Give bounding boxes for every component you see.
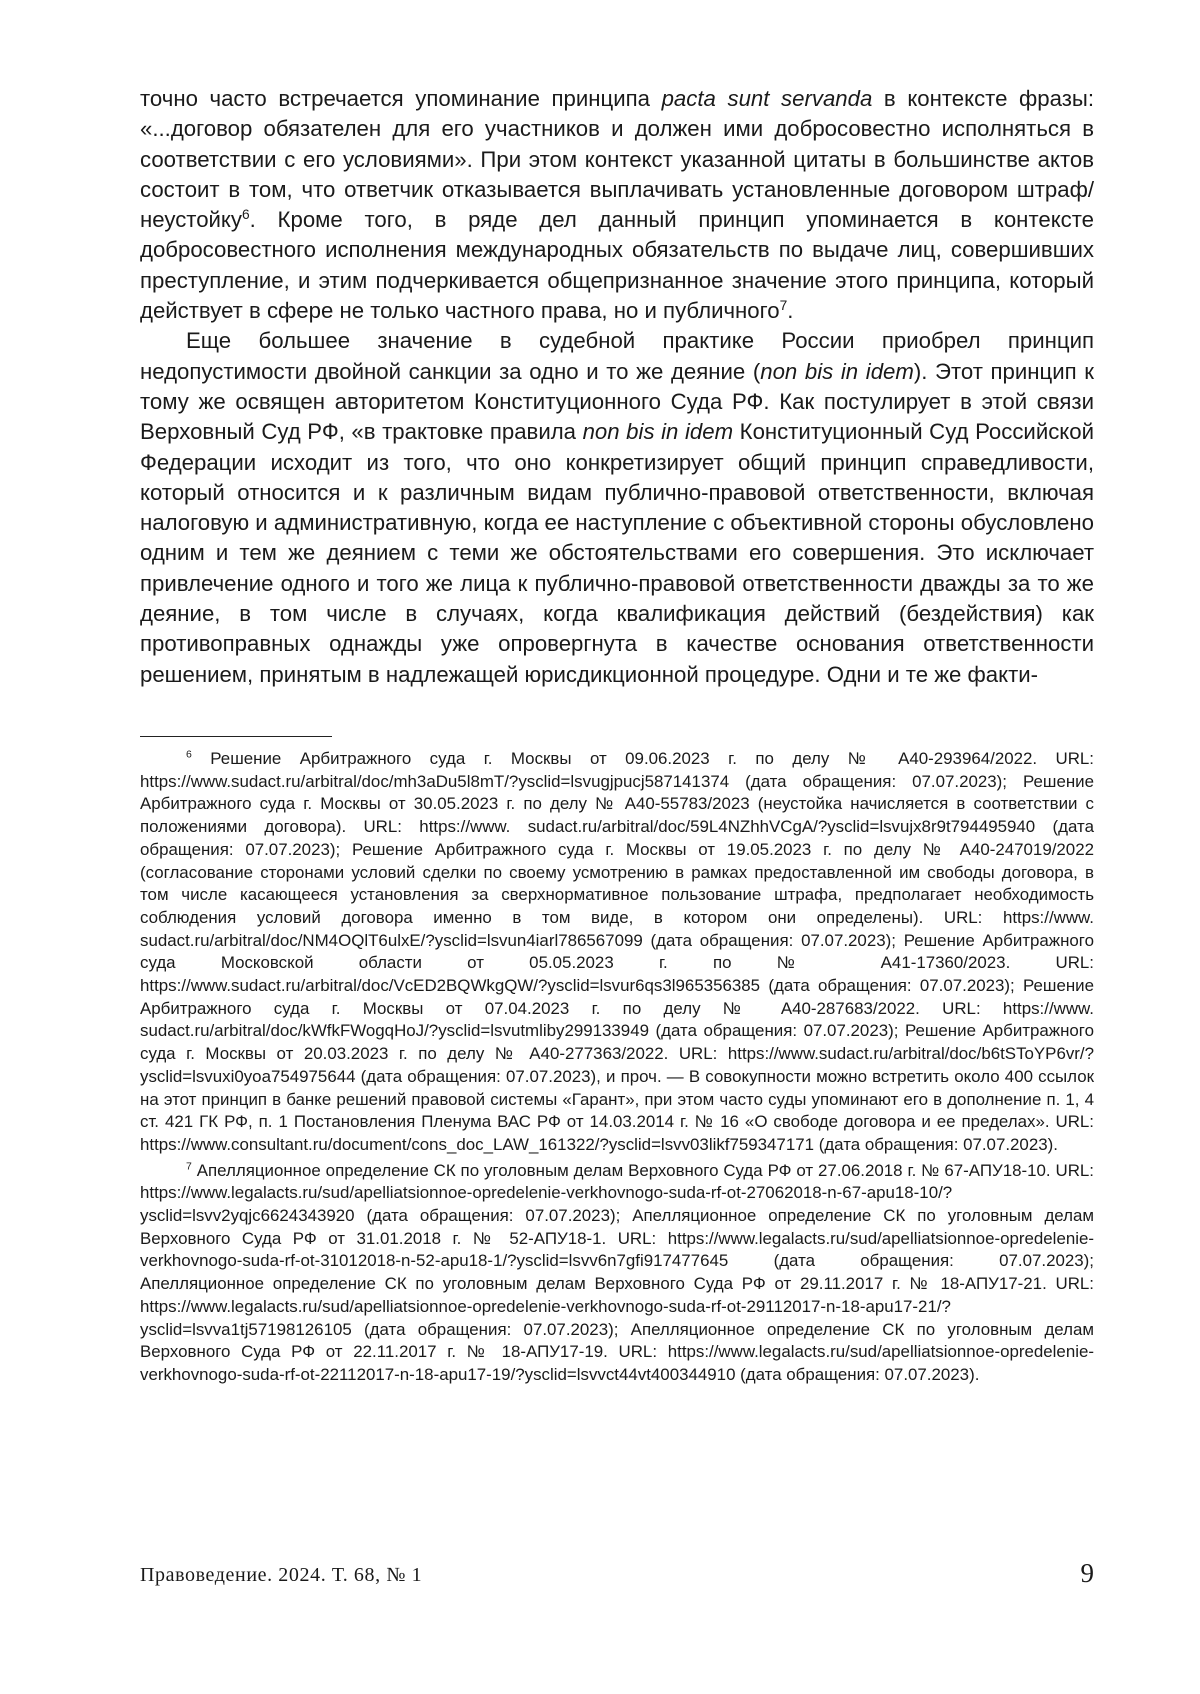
paragraph-1 bbox=[140, 84, 1094, 326]
footnote-ref-6[interactable]: 6 bbox=[241, 206, 250, 222]
paragraph-2 bbox=[140, 326, 1094, 690]
footnote-number: 6 bbox=[186, 749, 192, 761]
journal-citation: Правоведение. 2024. Т. 68, № 1 bbox=[140, 1564, 423, 1586]
paragraph-1-text: . Кроме того, в ряде дел данный принцип упоминается в контексте добросовестного исполнения международных обязательств по выдаче лиц, совершивших преступление, и этим подчеркивается общепризнанное значение этого принципа, который действует в сфере не только частного права, но и публичного bbox=[140, 207, 1094, 324]
paragraph-2-text: Еще большее значение в судебной практике России приобрел принцип недопустимости двойной санкции за одно и то же деяние ( bbox=[140, 328, 1094, 384]
footnote-ref-7[interactable]: 7 bbox=[779, 297, 788, 313]
footnote-separator bbox=[140, 736, 332, 737]
latin-term: pacta sunt servanda bbox=[661, 86, 873, 111]
paragraph-2-text: Конституционный Суд Российской Федерации исходит из того, что оно конкретизирует общий принцип справедливости, который относится и к различным видам публично-правовой ответственности, включая налоговую и административную, когда ее наступление с объективной стороны обусловлено одним и тем же деянием с теми же обстоятельствами его совершения. Это исключает привлечение одного и того же лица к публично-правовой ответственности дважды за то же деяние, в том числе в случаях, когда квалификация действий (бездействия) как противоправных однажды уже опровергнута в качестве основания ответственности решением, принятым в надлежащей юрисдикционной процедуре. Одни и те же факти- bbox=[140, 419, 1094, 687]
footnote-text: Решение Арбитражного суда г. Москвы от 09.06.2023 г. по делу № А40-293964/2022. URL: https://www.sudact.ru/arbitral/doc/mh3aDu5l8mT/?ysclid=lsvugjpucj587141374 (дата обращения: 07.07.2023); Решение Арбитражного суда г. Москвы от 30.05.2023 г. по делу № А40-55783/2023 (неустойка начисляется в соответствии с положениями договора). URL: https://www. sudact.ru/arbitral/doc/59L4NZhhVCgA/?ysclid=lsvujx8r9t794495940 (дата обращения: 07.07.2023); Решение Арбитражного суда г. Москвы от 19.05.2023 г. по делу № А40-247019/2022 (согласование сторонами условий сделки по своему усмотрению в рамках предоставленной им свободы договора, в том числе касающееся установления за сверхнормативное пользование штрафа, предполагает необходимость соблюдения условий договора именно в том виде, в котором они определены). URL: https://www. sudact.ru/arbitral/doc/NM4OQlT6ulxE/?ysclid=lsvun4iarl786567099 (дата обращения: 07.07.2023); Решение Арбитражного суда Московской области от 05.05.2023 г. по № А41-17360/2023. URL: https://www.sudact.ru/arbitral/doc/VcED2BQWkgQW/?ysclid=lsvur6qs3l965356385 (дата обращения: 07.07.2023); Решение Арбитражного суда г. Москвы от 07.04.2023 г. по делу № А40-287683/2022. URL: https://www. sudact.ru/arbitral/doc/kWfkFWogqHoJ/?ysclid=lsvutmliby299133949 (дата обращения: 07.07.2023); Решение Арбитражного суда г. Москвы от 20.03.2023 г. по делу № А40-277363/2022. URL: https://www.sudact.ru/arbitral/doc/b6tSToYP6vr/?ysclid=lsvuxi0yoa754975644 (дата обращения: 07.07.2023), и проч. — В совокупности можно встретить около 400 ссылок на этот принцип в банке решений правовой системы «Гарант», при этом часто суды упоминают его в дополнение п. 1, 4 ст. 421 ГК РФ, п. 1 Постановления Пленума ВАС РФ от 14.03.2014 г. № 16 «О свободе договора и ее пределах». URL: https://www.consultant.ru/document/cons_doc_LAW_161322/?ysclid=lsvv03likf759347171 (дата обращения: 07.07.2023). bbox=[140, 749, 1095, 1154]
footnotes bbox=[140, 748, 1094, 1390]
footnote-6 bbox=[140, 748, 1094, 1157]
paragraph-2-text: ). Этот принцип к тому же освящен авторитетом Конституционного Суда РФ. Как постулирует в этой связи Верховный Суд РФ, «в трактовке правила bbox=[140, 358, 1094, 445]
page-footer bbox=[140, 1558, 1094, 1592]
footnote-7 bbox=[140, 1160, 1094, 1387]
latin-term: non bis in idem bbox=[760, 358, 914, 384]
footnote-text: Апелляционное определение СК по уголовным делам Верховного Суда РФ от 27.06.2018 г. № 67-АПУ18-10. URL: https://www.legalacts.ru/sud/apelliatsionnoe-opredelenie-verkhovnogo-suda-rf-ot-27062018-n-67-apu18-10/?ysclid=lsvv2yqjc6624343920 (дата обращения: 07.07.2023); Апелляционное определение СК по уголовным делам Верховного Суда РФ от 31.01.2018 г. № 52-АПУ18-1. URL: https://www.legalacts.ru/sud/apelliatsionnoe-opredelenie-verkhovnogo-suda-rf-ot-31012018-n-52-apu18-1/?ysclid=lsvv6n7gfi917477645 (дата обращения: 07.07.2023); Апелляционное определение СК по уголовным делам Верховного Суда РФ от 29.11.2017 г. № 18-АПУ17-21. URL: https://www.legalacts.ru/sud/apelliatsionnoe-opredelenie-verkhovnogo-suda-rf-ot-29112017-n-18-apu17-21/?ysclid=lsvva1tj57198126105 (дата обращения: 07.07.2023); Апелляционное определение СК по уголовным делам Верховного Суда РФ от 22.11.2017 г. № 18-АПУ17-19. URL: https://www.legalacts.ru/sud/apelliatsionnoe-opredelenie-verkhovnogo-suda-rf-ot-22112017-n-18-apu17-19/?ysclid=lsvvct44vt400344910 (дата обращения: 07.07.2023). bbox=[140, 1160, 1094, 1384]
latin-term: non bis in idem bbox=[582, 419, 734, 445]
main-text bbox=[140, 84, 1094, 690]
page-number: 9 bbox=[1080, 1558, 1094, 1588]
paragraph-1-text: в контексте фразы: «...договор обязателен для его участников и должен ими добросовестно исполняться в соответствии с его условиями». При этом контекст указанной цитаты в большинстве актов состоит в том, что ответчик отказывается выплачивать установленные договором штраф/неустойку bbox=[140, 86, 1094, 233]
footnote-number: 7 bbox=[186, 1161, 192, 1173]
paragraph-1-text: . bbox=[787, 298, 794, 324]
paragraph-1-text: точно часто встречается упоминание принципа bbox=[140, 86, 662, 111]
